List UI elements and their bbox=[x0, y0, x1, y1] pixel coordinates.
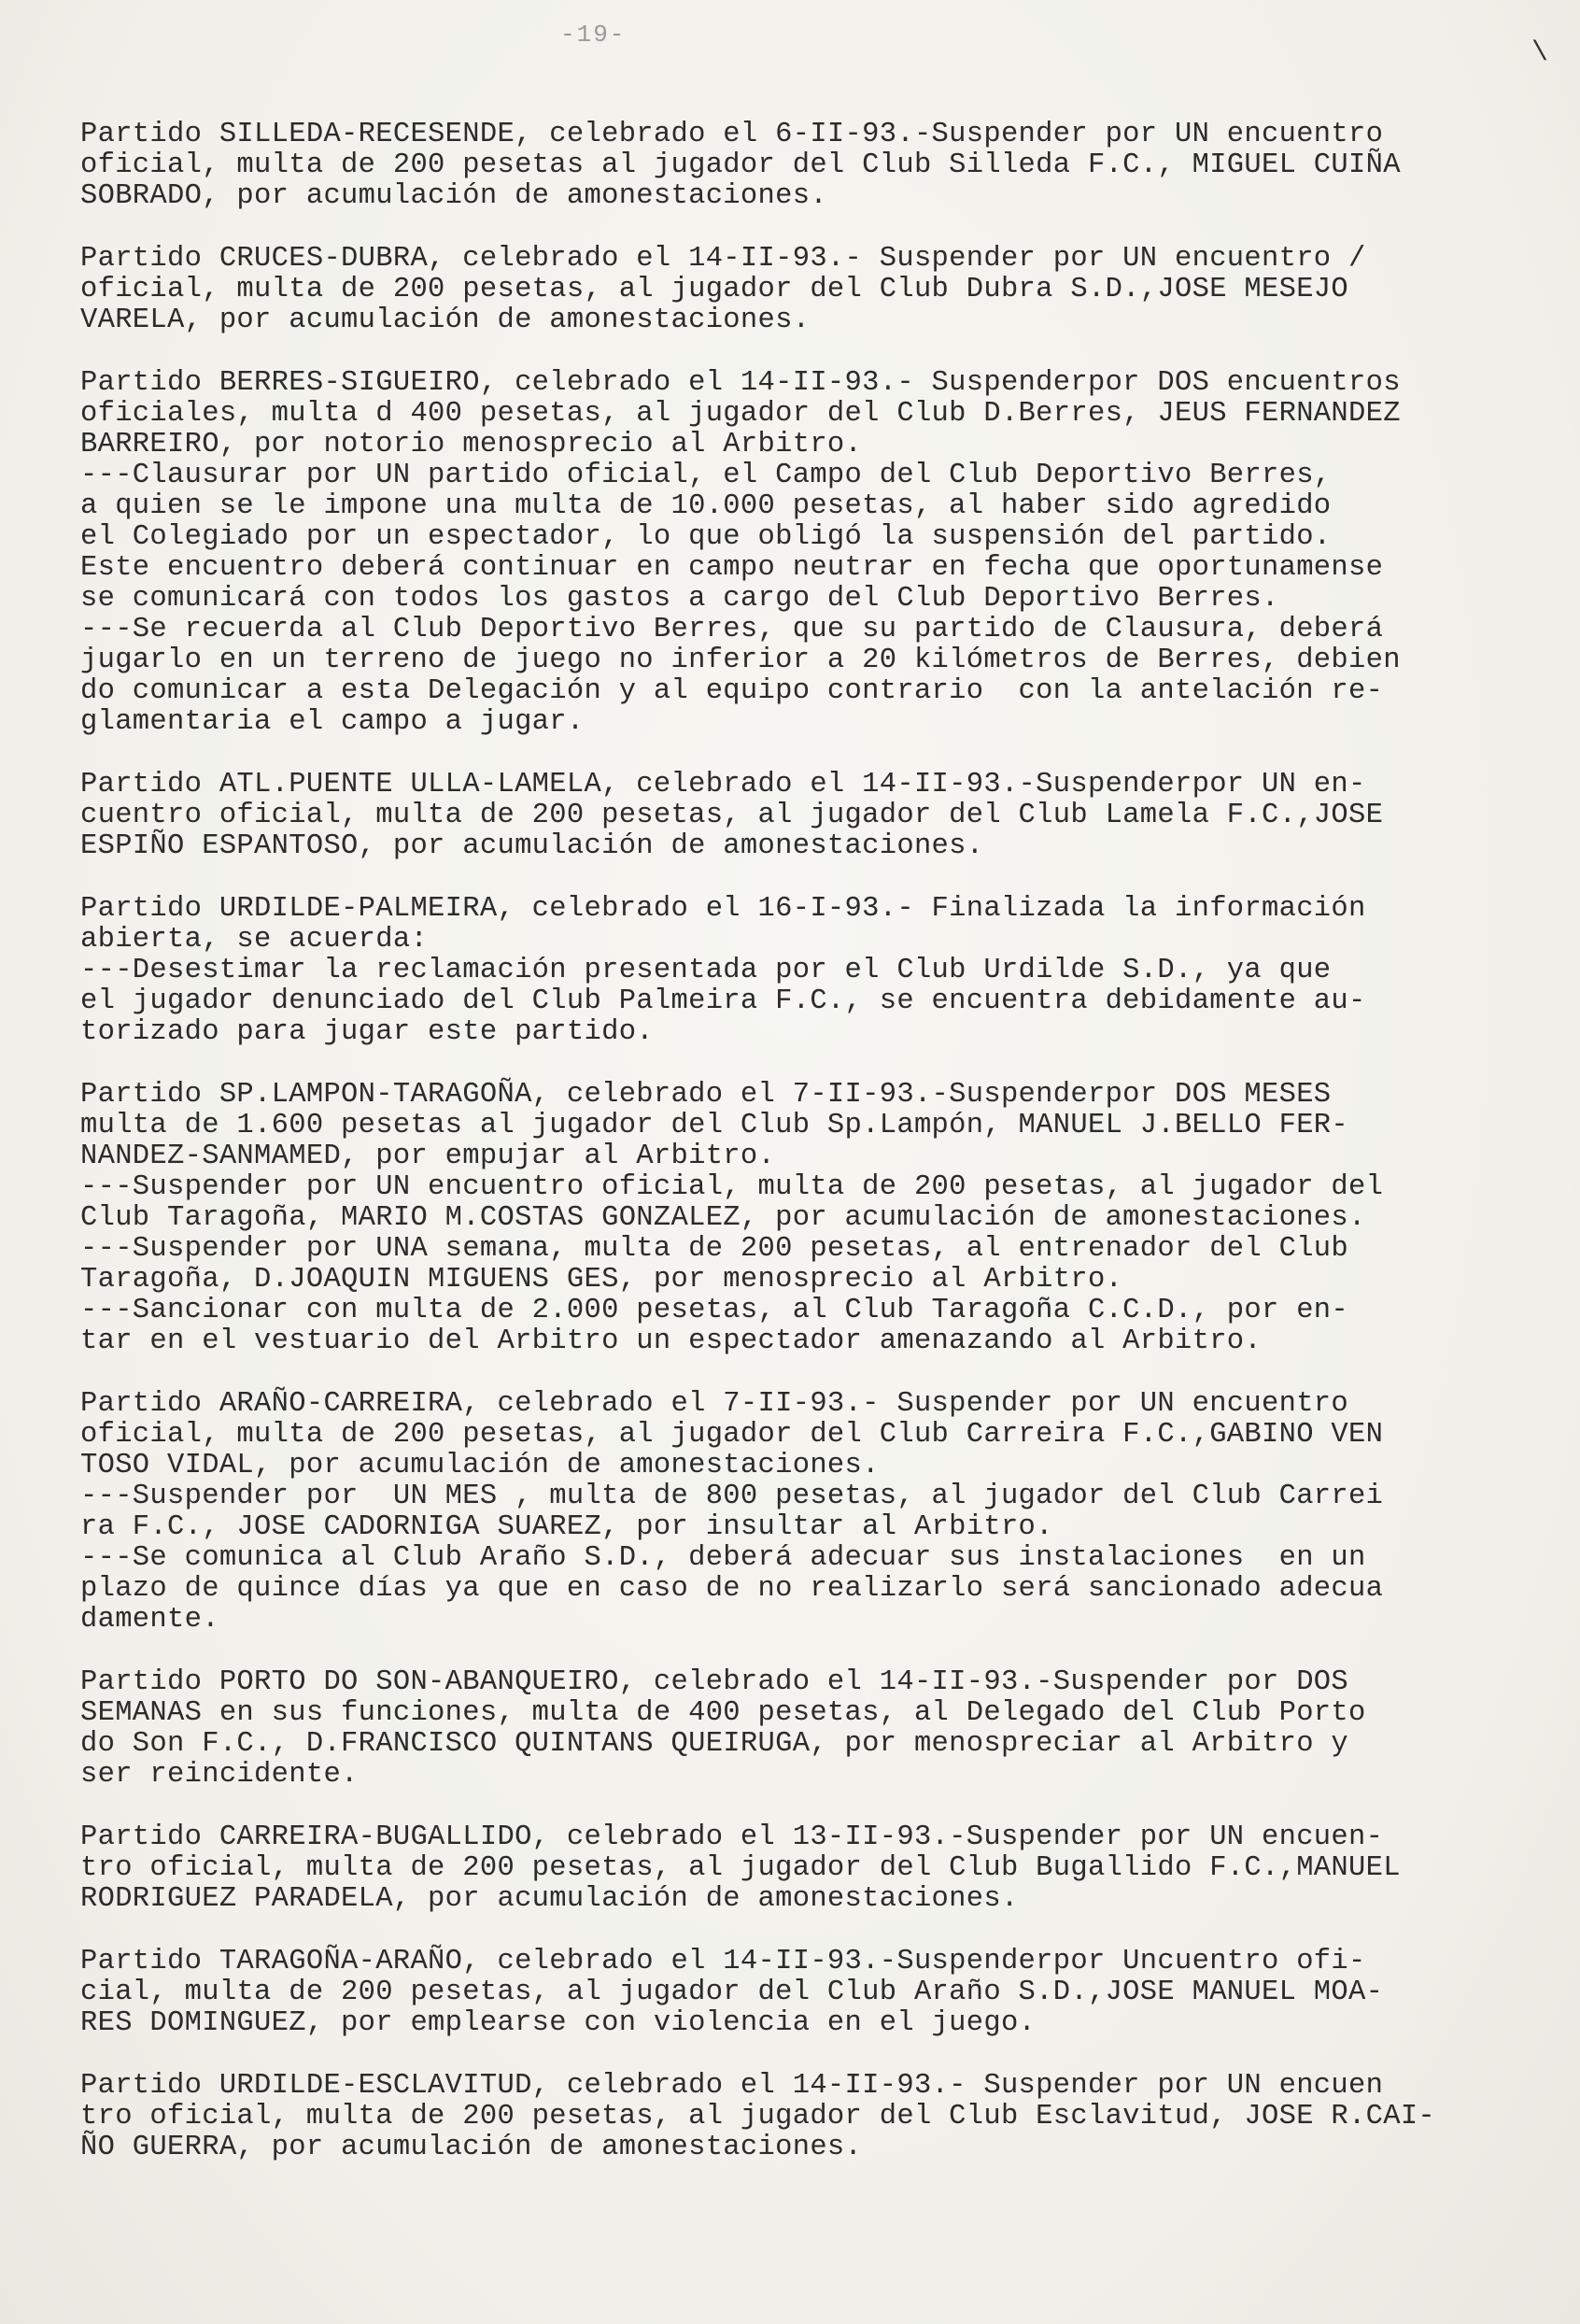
text-line: ---Suspender por UN MES , multa de 800 pesetas, al jugador del Club Carrei bbox=[80, 1481, 1384, 1512]
text-line: RODRIGUEZ PARADELA, por acumulación de amonestaciones. bbox=[80, 1883, 1019, 1915]
text-line: plazo de quince días ya que en caso de no realizarlo será sancionado adecua bbox=[80, 1573, 1384, 1605]
text-line: do Son F.C., D.FRANCISCO QUINTANS QUEIRUGA, por menospreciar al Arbitro y bbox=[80, 1728, 1349, 1760]
page-number: -19- bbox=[560, 21, 627, 49]
text-line: Partido SILLEDA-RECESENDE, celebrado el 6-II-93.-Suspender por UN encuentro bbox=[80, 119, 1384, 150]
text-line: cuentro oficial, multa de 200 pesetas, al jugador del Club Lamela F.C.,JOSE bbox=[80, 800, 1384, 831]
text-line: Partido BERRES-SIGUEIRO, celebrado el 14-II-93.- Suspenderpor DOS encuentros bbox=[80, 367, 1401, 399]
text-line: TOSO VIDAL, por acumulación de amonestaciones. bbox=[80, 1450, 880, 1481]
text-line: ÑO GUERRA, por acumulación de amonestaciones. bbox=[80, 2132, 863, 2163]
text-line: jugarlo en un terreno de juego no inferior a 20 kilómetros de Berres, debien bbox=[80, 645, 1401, 676]
resolution-entry bbox=[80, 770, 1537, 862]
text-line: Club Taragoña, MARIO M.COSTAS GONZALEZ, por acumulación de amonestaciones. bbox=[80, 1202, 1366, 1234]
text-line: oficial, multa de 200 pesetas, al jugador del Club Dubra S.D.,JOSE MESEJO bbox=[80, 274, 1349, 305]
document-body bbox=[80, 120, 1537, 2195]
text-line: Partido ATL.PUENTE ULLA-LAMELA, celebrado el 14-II-93.-Suspenderpor UN en- bbox=[80, 769, 1366, 801]
text-line: NANDEZ-SANMAMED, por empujar al Arbitro. bbox=[80, 1141, 776, 1172]
text-line: torizado para jugar este partido. bbox=[80, 1016, 654, 1048]
text-line: tro oficial, multa de 200 pesetas, al jugador del Club Bugallido F.C.,MANUEL bbox=[80, 1852, 1401, 1884]
text-line: oficial, multa de 200 pesetas al jugador del Club Silleda F.C., MIGUEL CUIÑA bbox=[80, 149, 1401, 181]
resolution-entry bbox=[80, 1822, 1537, 1915]
text-line: cial, multa de 200 pesetas, al jugador del Club Araño S.D.,JOSE MANUEL MOA- bbox=[80, 1977, 1384, 2008]
resolution-entry bbox=[80, 120, 1537, 212]
resolution-entry bbox=[80, 1080, 1537, 1357]
text-line: ---Se comunica al Club Araño S.D., deberá adecuar sus instalaciones en un bbox=[80, 1542, 1366, 1574]
text-line: SEMANAS en sus funciones, multa de 400 pesetas, al Delegado del Club Porto bbox=[80, 1697, 1366, 1729]
text-line: tro oficial, multa de 200 pesetas, al jugador del Club Esclavitud, JOSE R.CAI- bbox=[80, 2101, 1436, 2133]
text-line: Partido PORTO DO SON-ABANQUEIRO, celebrado el 14-II-93.-Suspender por DOS bbox=[80, 1666, 1349, 1698]
text-line: ---Sancionar con multa de 2.000 pesetas, al Club Taragoña C.C.D., por en- bbox=[80, 1295, 1349, 1326]
text-line: ra F.C., JOSE CADORNIGA SUAREZ, por insultar al Arbitro. bbox=[80, 1511, 1053, 1543]
text-line: Este encuentro deberá continuar en campo neutrar en fecha que oportunamense bbox=[80, 552, 1384, 584]
text-line: oficiales, multa d 400 pesetas, al jugador del Club D.Berres, JEUS FERNANDEZ bbox=[80, 398, 1401, 430]
text-line: Partido ARAÑO-CARREIRA, celebrado el 7-II-93.- Suspender por UN encuentro bbox=[80, 1388, 1349, 1420]
resolution-entry bbox=[80, 368, 1537, 738]
text-line: BARREIRO, por notorio menosprecio al Arbitro. bbox=[80, 429, 863, 461]
text-line: el Colegiado por un espectador, lo que obligó la suspensión del partido. bbox=[80, 521, 1332, 553]
text-line: RES DOMINGUEZ, por emplearse con violencia en el juego. bbox=[80, 2007, 1037, 2039]
text-line: Partido TARAGOÑA-ARAÑO, celebrado el 14-II-93.-Suspenderpor Uncuentro ofi- bbox=[80, 1946, 1366, 1977]
text-line: VARELA, por acumulación de amonestaciones. bbox=[80, 305, 811, 336]
resolution-entry bbox=[80, 2071, 1537, 2163]
text-line: ---Suspender por UN encuentro oficial, multa de 200 pesetas, al jugador del bbox=[80, 1171, 1384, 1203]
resolution-entry bbox=[80, 244, 1537, 336]
text-line: ---Desestimar la reclamación presentada por el Club Urdilde S.D., ya que bbox=[80, 955, 1332, 986]
text-line: ---Suspender por UNA semana, multa de 200 pesetas, al entrenador del Club bbox=[80, 1233, 1349, 1265]
text-line: Taragoña, D.JOAQUIN MIGUENS GES, por menosprecio al Arbitro. bbox=[80, 1264, 1123, 1296]
text-line: damente. bbox=[80, 1604, 219, 1636]
text-line: ---Se recuerda al Club Deportivo Berres, que su partido de Clausura, deberá bbox=[80, 614, 1384, 645]
resolution-entry bbox=[80, 1389, 1537, 1636]
resolution-entry bbox=[80, 1667, 1537, 1791]
text-line: glamentaria el campo a jugar. bbox=[80, 706, 585, 738]
text-line: ESPIÑO ESPANTOSO, por acumulación de amonestaciones. bbox=[80, 830, 984, 862]
text-line: Partido SP.LAMPON-TARAGOÑA, celebrado el 7-II-93.-Suspenderpor DOS MESES bbox=[80, 1079, 1332, 1111]
text-line: Partido URDILDE-PALMEIRA, celebrado el 16-I-93.- Finalizada la información bbox=[80, 893, 1366, 925]
text-line: do comunicar a esta Delegación y al equipo contrario con la antelación re- bbox=[80, 675, 1384, 707]
text-line: Partido URDILDE-ESCLAVITUD, celebrado el 14-II-93.- Suspender por UN encuen bbox=[80, 2070, 1384, 2102]
text-line: SOBRADO, por acumulación de amonestaciones. bbox=[80, 180, 827, 212]
text-line: abierta, se acuerda: bbox=[80, 924, 429, 956]
text-line: Partido CARREIRA-BUGALLIDO, celebrado el 13-II-93.-Suspender por UN encuen- bbox=[80, 1821, 1384, 1853]
corner-mark: \ bbox=[1531, 37, 1549, 69]
text-line: multa de 1.600 pesetas al jugador del Club Sp.Lampón, MANUEL J.BELLO FER- bbox=[80, 1110, 1349, 1141]
resolution-entry bbox=[80, 894, 1537, 1048]
text-line: ser reincidente. bbox=[80, 1759, 359, 1791]
text-line: se comunicará con todos los gastos a cargo del Club Deportivo Berres. bbox=[80, 583, 1279, 615]
text-line: oficial, multa de 200 pesetas, al jugador del Club Carreira F.C.,GABINO VEN bbox=[80, 1419, 1384, 1451]
text-line: el jugador denunciado del Club Palmeira F.C., se encuentra debidamente au- bbox=[80, 985, 1366, 1017]
text-line: a quien se le impone una multa de 10.000 pesetas, al haber sido agredido bbox=[80, 490, 1332, 522]
text-line: ---Clausurar por UN partido oficial, el Campo del Club Deportivo Berres, bbox=[80, 460, 1332, 491]
text-line: tar en el vestuario del Arbitro un espectador amenazando al Arbitro. bbox=[80, 1325, 1263, 1357]
text-line: Partido CRUCES-DUBRA, celebrado el 14-II-93.- Suspender por UN encuentro / bbox=[80, 243, 1366, 275]
resolution-entry bbox=[80, 1947, 1537, 2039]
